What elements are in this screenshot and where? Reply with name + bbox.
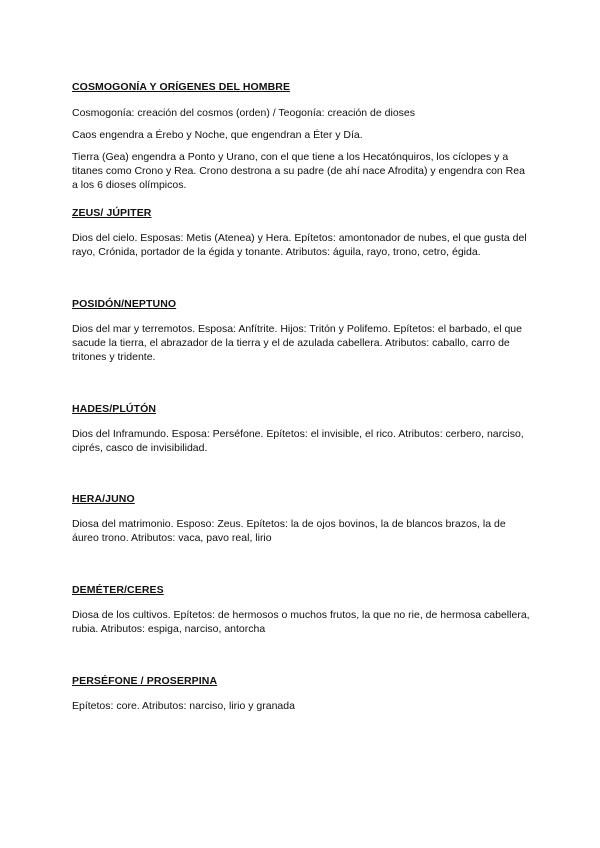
section-heading: PERSÉFONE / PROSERPINA bbox=[72, 675, 218, 687]
paragraph: Diosa de los cultivos. Epítetos: de hermosos o muchos frutos, la que no rie, de hermosa cabellera, rubia. Atributos: espiga, narciso, antorcha bbox=[72, 609, 530, 635]
section-heading: ZEUS/ JÚPITER bbox=[72, 207, 152, 219]
section-heading: HADES/PLÚTÓN bbox=[72, 403, 157, 415]
paragraph: Caos engendra a Érebo y Noche, que engendran a Éter y Día. bbox=[72, 129, 363, 141]
section-heading: HERA/JUNO bbox=[72, 493, 135, 505]
section-heading: DEMÉTER/CERES bbox=[72, 584, 164, 596]
paragraph: Dios del cielo. Esposas: Metis (Atenea) y Hera. Epítetos: amontonador de nubes, el que gusta del rayo, Crónida, portador de la égida y tonante. Atributos: águila, rayo, trono, cetro, égida. bbox=[72, 232, 527, 258]
document-body bbox=[72, 80, 532, 713]
paragraph: Epítetos: core. Atributos: narciso, lirio y granada bbox=[72, 700, 295, 712]
section-heading: COSMOGONÍA Y ORÍGENES DEL HOMBRE bbox=[72, 81, 291, 93]
section-heading: POSIDÓN/NEPTUNO bbox=[72, 298, 177, 310]
paragraph: Dios del mar y terremotos. Esposa: Anfítrite. Hijos: Tritón y Polifemo. Epítetos: el barbado, el que sacude la tierra, el abrazador de la tierra y el de azulada cabellera. Atributos: caballo, carro de tritones y tridente. bbox=[72, 323, 522, 363]
paragraph: Diosa del matrimonio. Esposo: Zeus. Epítetos: la de ojos bovinos, la de blancos brazos, la de áureo trono. Atributos: vaca, pavo real, lirio bbox=[72, 518, 506, 544]
paragraph: Tierra (Gea) engendra a Ponto y Urano, con el que tiene a los Hecatónquiros, los cíclopes y a titanes como Crono y Rea. Crono destrona a su padre (de ahí nace Afrodita) y engendra con Rea a los 6 dioses olímpicos. bbox=[72, 151, 525, 191]
paragraph: Cosmogonía: creación del cosmos (orden) / Teogonía: creación de dioses bbox=[72, 107, 415, 119]
paragraph: Dios del Inframundo. Esposa: Perséfone. Epítetos: el invisible, el rico. Atributos: cerbero, narciso, ciprés, casco de invisibilidad. bbox=[72, 428, 524, 454]
